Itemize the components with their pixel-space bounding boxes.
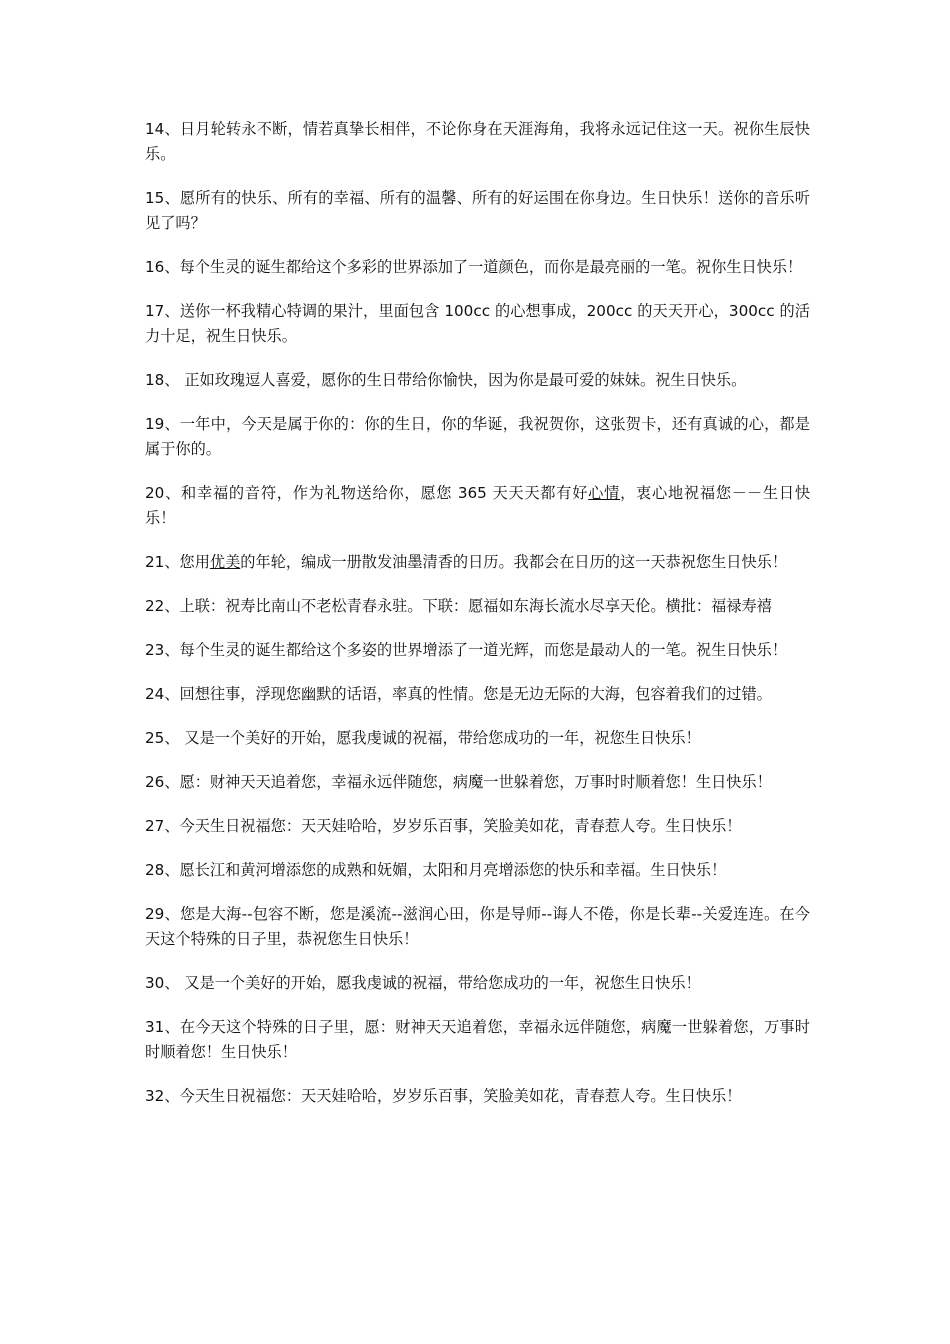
paragraph-20 [145,481,810,531]
paragraph-28: 28、愿长江和黄河增添您的成熟和妩媚，太阳和月亮增添您的快乐和幸福。生日快乐！ [145,861,727,879]
link-youmei[interactable]: 优美 [209,553,241,571]
paragraph-27: 27、今天生日祝福您：天天娃哈哈，岁岁乐百事，笑脸美如花，青春惹人夸。生日快乐！ [145,817,742,835]
paragraph-21-text-before: 21、您用 [145,553,210,571]
link-xinqing[interactable]: 心情 [588,484,621,502]
paragraph-25: 25、 又是一个美好的开始，愿我虔诚的祝福，带给您成功的一年，祝您生日快乐！ [145,729,701,747]
paragraph-24: 24、回想往事，浮现您幽默的话语，率真的性情。您是无边无际的大海，包容着我们的过错。 [145,685,772,703]
paragraph-31: 31、在今天这个特殊的日子里，愿：财神天天追着您，幸福永远伴随您，病魔一世躲着您，万事时时顺着您！生日快乐！ [145,1018,810,1061]
paragraph-18: 18、 正如玫瑰逗人喜爱，愿你的生日带给你愉快，因为你是最可爱的妹妹。祝生日快乐。 [145,371,747,389]
paragraph-29: 29、您是大海--包容不断，您是溪流--滋润心田，你是导师--诲人不倦，你是长辈--关爱连连。在今天这个特殊的日子里，恭祝您生日快乐！ [145,905,810,948]
paragraph-26: 26、愿：财神天天追着您，幸福永远伴随您，病魔一世躲着您，万事时时顺着您！生日快乐！ [145,773,772,791]
paragraph-32: 32、今天生日祝福您：天天娃哈哈，岁岁乐百事，笑脸美如花，青春惹人夸。生日快乐！ [145,1087,742,1105]
paragraph-23: 23、每个生灵的诞生都给这个多姿的世界增添了一道光辉，而您是最动人的一笔。祝生日快乐！ [145,641,788,659]
paragraph-17: 17、送你一杯我精心特调的果汁，里面包含 100cc 的心想事成，200cc 的天天开心，300cc 的活力十足，祝生日快乐。 [145,302,810,345]
paragraph-21 [145,550,810,575]
paragraph-20-text-before: 20、和幸福的音符，作为礼物送给你，愿您 365 天天天都有好 [145,484,589,502]
paragraph-16: 16、每个生灵的诞生都给这个多彩的世界添加了一道颜色，而你是最亮丽的一笔。祝你生日快乐！ [145,258,803,276]
paragraph-22: 22、上联：祝寿比南山不老松青春永驻。下联：愿福如东海长流水尽享天伦。横批：福禄寿禧 [145,597,772,615]
paragraph-19: 19、一年中，今天是属于你的：你的生日，你的华诞，我祝贺你，这张贺卡，还有真诚的心，都是属于你的。 [145,415,810,458]
paragraph-21-text-after: 的年轮，编成一册散发油墨清香的日历。我都会在日历的这一天恭祝您生日快乐！ [240,553,788,571]
paragraph-14: 14、日月轮转永不断，情若真挚长相伴，不论你身在天涯海角，我将永远记住这一天。祝你生辰快乐。 [145,120,810,163]
paragraph-30: 30、 又是一个美好的开始，愿我虔诚的祝福，带给您成功的一年，祝您生日快乐！ [145,974,701,992]
paragraph-15: 15、愿所有的快乐、所有的幸福、所有的温馨、所有的好运围在你身边。生日快乐！送你的音乐听见了吗？ [145,189,810,232]
paragraph-20-text-after: ，衷心地祝福您－－生日快乐！ [145,484,811,527]
document-body [145,117,810,1128]
